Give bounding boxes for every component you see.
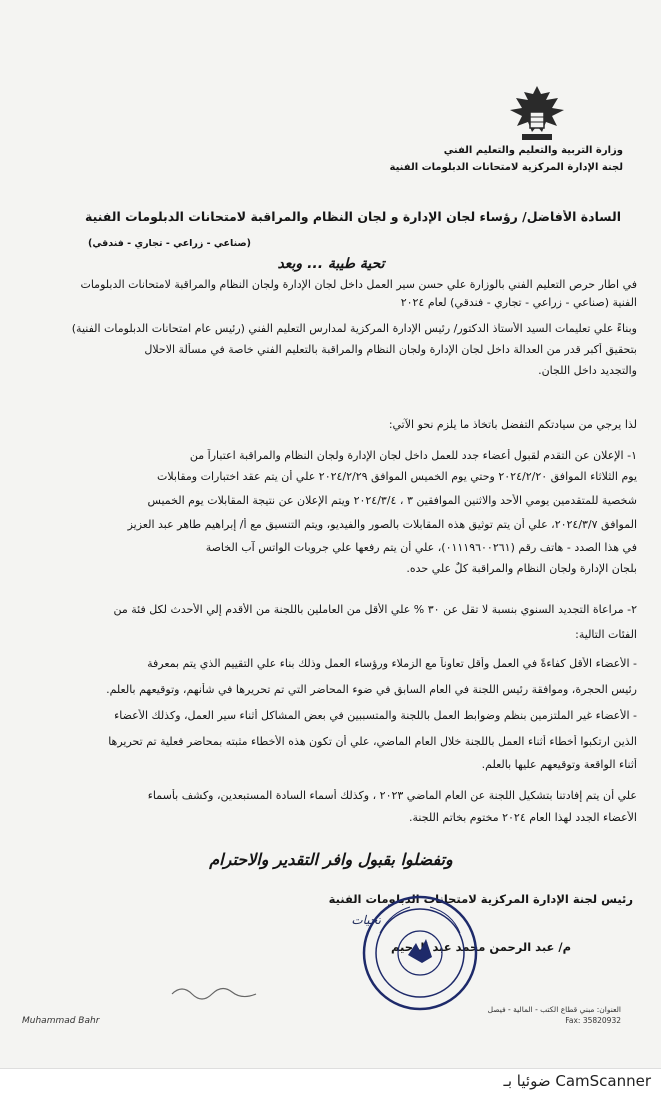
item-2-line: ٢- مراعاة التجديد السنوي بنسبة لا تقل عن ٣٠ % علي الأقل من العاملين باللجنة من الأقدم إلي الأحدث لكل فئة من <box>113 603 637 616</box>
bullet-2-line: الذين ارتكبوا أخطاء أثناء العمل باللجنة خلال العام الماضي، علي أن تكون هذه الأخطاء مثبته بمحاضر فعلية تم تحريرها <box>108 735 637 748</box>
intro-line: الفنية (صناعي - زراعي - تجاري - فندقي) لعام ٢٠٢٤ <box>400 296 637 309</box>
ministry-header <box>389 142 623 176</box>
intro-line: في اطار حرص التعليم الفني بالوزارة علي حسن سير العمل داخل لجان الإدارة ولجان النظام والمراقبة لامتحانات الدبلومات <box>80 278 637 291</box>
bullet-1-line: - الأعضاء الأقل كفاءةً في العمل وأقل تعاوناً مع الزملاء ورؤساء العمل وذلك بناء علي التقييم الذي يتم بمعرفة <box>147 657 637 670</box>
intro-line: والتجديد داخل اللجان. <box>538 364 637 377</box>
address-line: العنوان: مبني قطاع الكتب - المالية - فيصل <box>487 1005 621 1014</box>
signatory-name: م/ عبد الرحمن محمد عبد الرحيم <box>391 940 571 954</box>
item-2-line: الفئات التالية: <box>575 628 637 641</box>
camscanner-watermark: ضوئيا بـ CamScanner <box>503 1072 651 1090</box>
scribble-mark <box>170 980 260 1004</box>
bullet-1-line: رئيس الحجرة، وموافقة رئيس اللجنة في العام السابق في ضوء المحاضر التي تم تحريرها في شأنهم، وتوقيعهم بالعلم. <box>106 683 637 696</box>
address-block <box>488 1004 621 1026</box>
intro-line: بتحقيق أكبر قدر من العدالة داخل لجان الإدارة ولجان النظام والمراقبة بالتعليم الفني خاصة في مسألة الاحلال <box>144 343 637 356</box>
greeting: تحية طيبة ... وبعد <box>277 256 385 272</box>
eagle-emblem-icon <box>502 82 572 144</box>
signature-title: رئيس لجنة الإدارة المركزية لامتحانات الدبلومات الفنية <box>328 892 633 906</box>
bullet-2-line: - الأعضاء غير الملتزمين بنظم وضوابط العمل باللجنة والمتسببين في بعض المشاكل أثناء سير العمل، وكذلك الأعضاء <box>114 709 637 722</box>
addressee-line: السادة الأفاضل/ رؤساء لجان الإدارة و لجان النظام والمراقبة لامتحانات الدبلومات الفنية <box>85 210 621 224</box>
official-stamp <box>360 893 480 1013</box>
addressee-categories: (صناعي - زراعي - تجاري - فندقي) <box>88 238 251 249</box>
item-1-line: ١- الإعلان عن التقدم لقبول أعضاء جدد للعمل داخل لجان الإدارة ولجان النظام والمراقبة اعتباراً من <box>189 449 637 462</box>
operator-name: Muhammad Bahr <box>22 1016 100 1026</box>
item-1-line: شخصية للمتقدمين يومي الأحد والاثنين الموافقين ٣ ، ٢٠٢٤/٣/٤ ويتم الإعلان عن نتيجة المقابلات يوم الخميس <box>147 494 637 507</box>
item-1-line: بلجان الإدارة ولجان النظام والمراقبة كلٌ علي حده. <box>406 562 637 575</box>
ministry-line-2: لجنة الإدارة المركزية لامتحانات الدبلومات الفنية <box>389 162 623 173</box>
item-1-line: الموافق ٢٠٢٤/٣/٧، علي أن يتم توثيق هذه المقابلات بالصور والفيديو، ويتم التنسيق مع أ/ إبراهيم طاهر عبد العزيز <box>127 518 637 531</box>
fax-line: 35820932 :Fax <box>565 1016 621 1025</box>
item-1-line: يوم الثلاثاء الموافق ٢٠٢٤/٢/٢٠ وحتي يوم الخميس الموافق ٢٠٢٤/٢/٢٩ علي أن يتم عقد اختبارات ومقابلات <box>157 470 637 483</box>
closing-line: وتفضلوا بقبول وافر التقدير والاحترام <box>209 850 453 869</box>
request-line: لذا يرجي من سيادتكم التفضل باتخاذ ما يلزم نحو الآتي: <box>388 418 637 431</box>
final-line: علي أن يتم إفادتنا بتشكيل اللجنة عن العام الماضي ٢٠٢٣ ، وكذلك أسماء السادة المستبعدين، وكشف بأسماء <box>147 789 637 802</box>
intro-line: وبناءً علي تعليمات السيد الأستاذ الدكتور/ رئيس الإدارة المركزية لمدارس التعليم الفني (رئيس عام امتحانات الدبلومات الفنية) <box>71 322 637 335</box>
bullet-2-line: أثناء الواقعة وتوقيعهم عليها بالعلم. <box>481 758 637 771</box>
ministry-line-1: وزارة التربية والتعليم والتعليم الفني <box>443 145 623 156</box>
item-1-line: في هذا الصدد - هاتف رقم (٠١١١٩٦٠٠٢٦١)، علي أن يتم رفعها علي جروبات الواتس آب الخاصة <box>205 541 637 554</box>
final-line: الأعضاء الجدد لهذا العام ٢٠٢٤ مختوم بخاتم اللجنة. <box>409 811 637 824</box>
handwritten-signature: تحيات <box>351 913 381 927</box>
